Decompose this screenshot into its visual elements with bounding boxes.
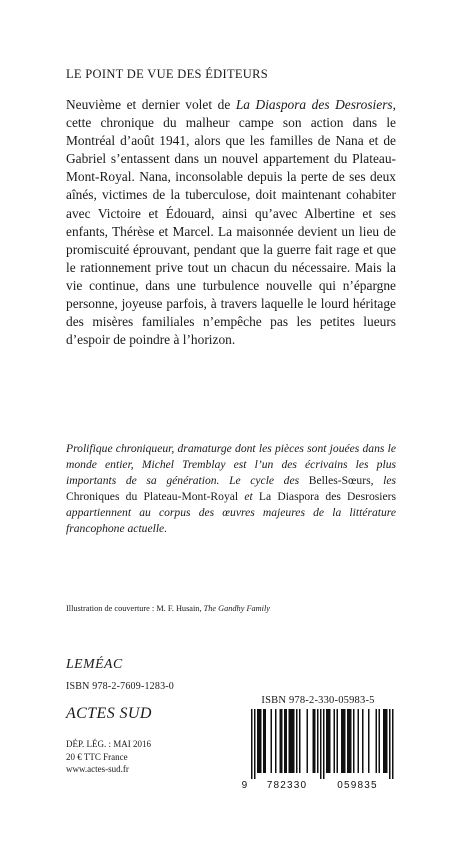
publisher-lemeac: LEMÉAC: [66, 656, 123, 671]
barcode-block: [239, 695, 397, 789]
barcode-bar: [341, 709, 343, 773]
barcode-bar: [334, 709, 336, 773]
barcode-bar: [358, 709, 360, 773]
author-bio: [66, 441, 396, 536]
barcode-digit-lead: 9: [241, 780, 249, 789]
barcode-bar: [353, 709, 355, 773]
bio-text-4: appartiennent au corpus des œuvres majeures de la littérature francophone actuelle.: [66, 505, 396, 535]
barcode-bar: [376, 709, 378, 773]
barcode-bar: [320, 709, 322, 779]
barcode-bar: [251, 709, 253, 779]
barcode-bar: [389, 709, 391, 779]
barcode-bar: [386, 709, 388, 773]
price: 20 € TTC France: [66, 751, 128, 762]
barcode-bar: [299, 709, 301, 773]
barcode-bar: [296, 709, 298, 773]
barcode-bar: [275, 709, 277, 773]
barcode-bar: [350, 709, 352, 773]
barcode-bar: [314, 709, 316, 773]
barcode-bar: [379, 709, 381, 773]
series-title: La Diaspora des Desrosiers: [235, 97, 393, 112]
barcode-bar: [286, 709, 288, 773]
barcode-bar: [307, 709, 309, 773]
ean-barcode: [239, 709, 397, 789]
barcode-bar: [313, 709, 315, 773]
barcode-bar: [284, 709, 286, 773]
barcode-bar: [317, 709, 319, 773]
barcode-bar: [347, 709, 349, 773]
barcode-bar: [281, 709, 283, 773]
credit-work-title: The Gandhy Family: [203, 604, 270, 613]
barcode-graphic: [239, 709, 397, 789]
barcode-bar: [280, 709, 282, 773]
website: www.actes-sud.fr: [66, 764, 129, 774]
bio-diaspora-title: La Diaspora des Desrosiers: [258, 489, 396, 503]
bio-chroniques-title: Chroniques du Plateau-Mont-Royal: [66, 489, 239, 503]
barcode-bar: [323, 709, 325, 779]
synopsis-text-start: Neuvième et dernier volet de: [66, 97, 236, 112]
barcode-bar: [337, 709, 339, 773]
publication-meta: [66, 738, 216, 776]
barcode-bar: [344, 709, 346, 773]
bio-text-3: et: [238, 489, 259, 503]
barcode-bar: [260, 709, 262, 773]
barcode-bar: [362, 709, 364, 773]
barcode-bar: [368, 709, 370, 773]
barcode-bar: [271, 709, 273, 773]
barcode-bar: [290, 709, 292, 773]
barcode-bar: [328, 709, 330, 773]
barcode-bar: [385, 709, 387, 773]
barcode-bar: [343, 709, 345, 773]
barcode-bar: [329, 709, 331, 773]
barcode-bar: [257, 709, 259, 773]
barcode-digits-right: 059835: [337, 780, 378, 789]
barcode-bar: [289, 709, 291, 773]
barcode-bar: [293, 709, 295, 773]
barcode-bar: [392, 709, 394, 779]
synopsis-paragraph: [66, 96, 396, 349]
legal-deposit: DÉP. LÉG. : MAI 2016: [66, 739, 151, 749]
synopsis-text-rest: , cette chronique du malheur campe son action dans le Montréal d’août 1941, alors que les familles de Nana et de Gabriel s’entassent dans un nouvel appartement du Plateau-Mont-Royal. Nana, inconsolable depuis la perte de ses deux aînés, victimes de la tuberculose, doit maintenant cohabiter avec Victoire et Édouard, ainsi qu’avec Albertine et ses enfants, Thérèse et Marcel. La maisonnée devient un lieu de promiscuité éprouvant, pendant que la guerre fait rage et que le rationnement prive tout un chacun du nécessaire. Mais la vie continue, dans une turbulence nouvelle qui n’épargne personne, joyeuse parfois, à travers laquelle le lourd héritage des misères familiales n’empêche pas les petites lueurs d’espoir de poindre à l’horizon.: [66, 97, 396, 348]
barcode-bar: [265, 709, 267, 773]
bio-cycle-title: Belles-Sœurs: [308, 473, 371, 487]
bio-text-2: , les: [370, 473, 396, 487]
bio-text-1: Prolifique chroniqueur, dramaturge dont les pièces sont jouées dans le monde entier, Michel Tremblay est l’un des écrivains les plus importants de sa génération. Le cycle des: [66, 442, 396, 487]
barcode-bar: [326, 709, 328, 773]
barcode-bar: [263, 709, 265, 773]
barcode-bar: [349, 709, 351, 773]
isbn-lemeac: ISBN 978-2-7609-1283-0: [66, 681, 175, 692]
publisher-actes-sud: ACTES SUD: [66, 705, 152, 722]
section-heading: LE POINT DE VUE DES ÉDITEURS: [66, 67, 269, 81]
barcode-bar: [292, 709, 294, 773]
credit-label: Illustration de couverture : M. F. Husain,: [66, 604, 204, 613]
isbn-actes-sud: ISBN 978-2-330-05983-5: [261, 695, 375, 706]
illustration-credit: [66, 603, 396, 614]
barcode-bar: [254, 709, 256, 779]
barcode-bar: [259, 709, 261, 773]
barcode-bar: [383, 709, 385, 773]
barcode-digits-left: 782330: [266, 780, 308, 789]
